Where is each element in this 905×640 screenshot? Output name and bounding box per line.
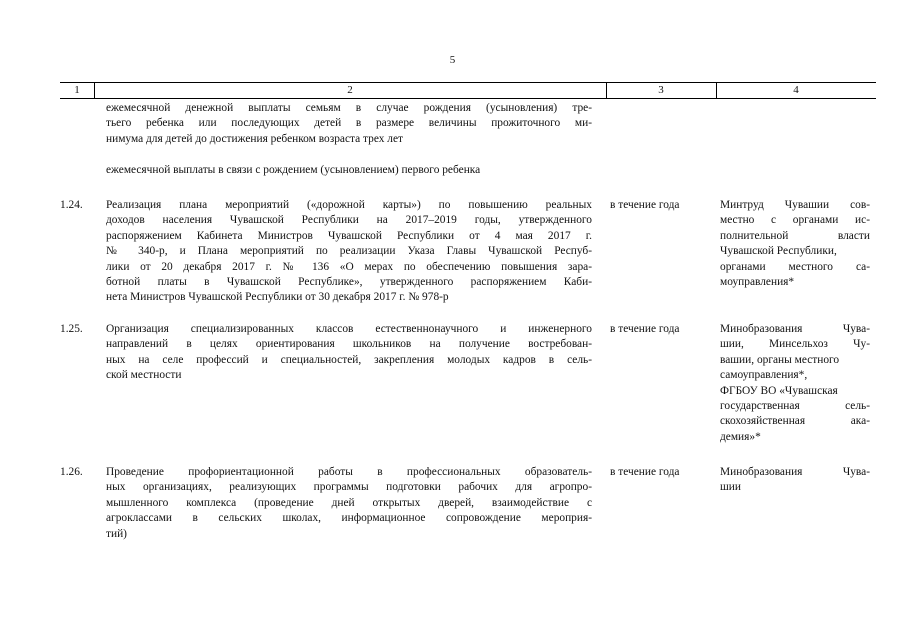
table-header: [60, 82, 876, 99]
row-description: Организация специализированных классов естественнонаучного и инженерного направлений в целях ориентирования школьников на получение востребован- ных на селе профессий и специальностей, закрепления молодых кадров в сель- ской местности: [106, 323, 592, 382]
row-description: Проведение профориентационной работы в профессиональных образователь- ных организациях, реализующих программы подготовки рабочих для агропро- мышленного комплекса (проведение дней открытых дверей, взаимодействие с агроклассами в сельских школах, информационное сопровождение мероприя- тий): [106, 466, 592, 540]
row-executor: Минобразования Чува- шии, Минсельхоз Чу- вашии, органы местного самоуправления*, ФГБОУ ВО «Чувашская государственная сель- скохозяйственная ака- демия»*: [720, 323, 870, 443]
header-col-1: 1: [74, 84, 80, 96]
row-term: в течение года: [610, 199, 680, 211]
row-term: в течение года: [610, 323, 680, 335]
row-number: 1.25.: [60, 323, 83, 335]
row-executor: Минобразования Чува- шии: [720, 466, 870, 494]
row-executor: Минтруд Чувашии сов- местно с органами ис- полнительной власти Чувашской Республики, органами местного са- моуправления*: [720, 199, 870, 289]
page-number: 5: [449, 54, 456, 66]
row-number: 1.26.: [60, 466, 83, 478]
continuation-paragraph: ежемесячной денежной выплаты семьям в случае рождения (усыновления) тре- тьего ребенка или последующих детей в размере величины прожиточного ми- нимума для детей до достижения ребенком возраста трех лет: [106, 102, 592, 145]
header-col-3: 3: [658, 84, 664, 96]
header-col-4: 4: [793, 84, 799, 96]
row-description: Реализация плана мероприятий («дорожной карты») по повышению реальных доходов населения Чувашской Республики на 2017–2019 годы, утвержденного распоряжением Кабинета Министров Чувашской Республики от 4 мая 2017 г. № 340-р, и Плана мероприятий по реализации Указа Главы Чувашской Респуб- лики от 20 декабря 2017 г. № 136 «О мерах по обеспечению повышения зара- ботной платы в Чувашской Республике», утвержденного распоряжением Каби- нета Министров Чувашской Республики от 30 декабря 2017 г. № 978-р: [106, 199, 592, 304]
header-col-2: 2: [347, 84, 353, 96]
row-number: 1.24.: [60, 199, 83, 211]
continuation-paragraph: ежемесячной выплаты в связи с рождением (усыновлением) первого ребенка: [106, 164, 481, 176]
row-term: в течение года: [610, 466, 680, 478]
